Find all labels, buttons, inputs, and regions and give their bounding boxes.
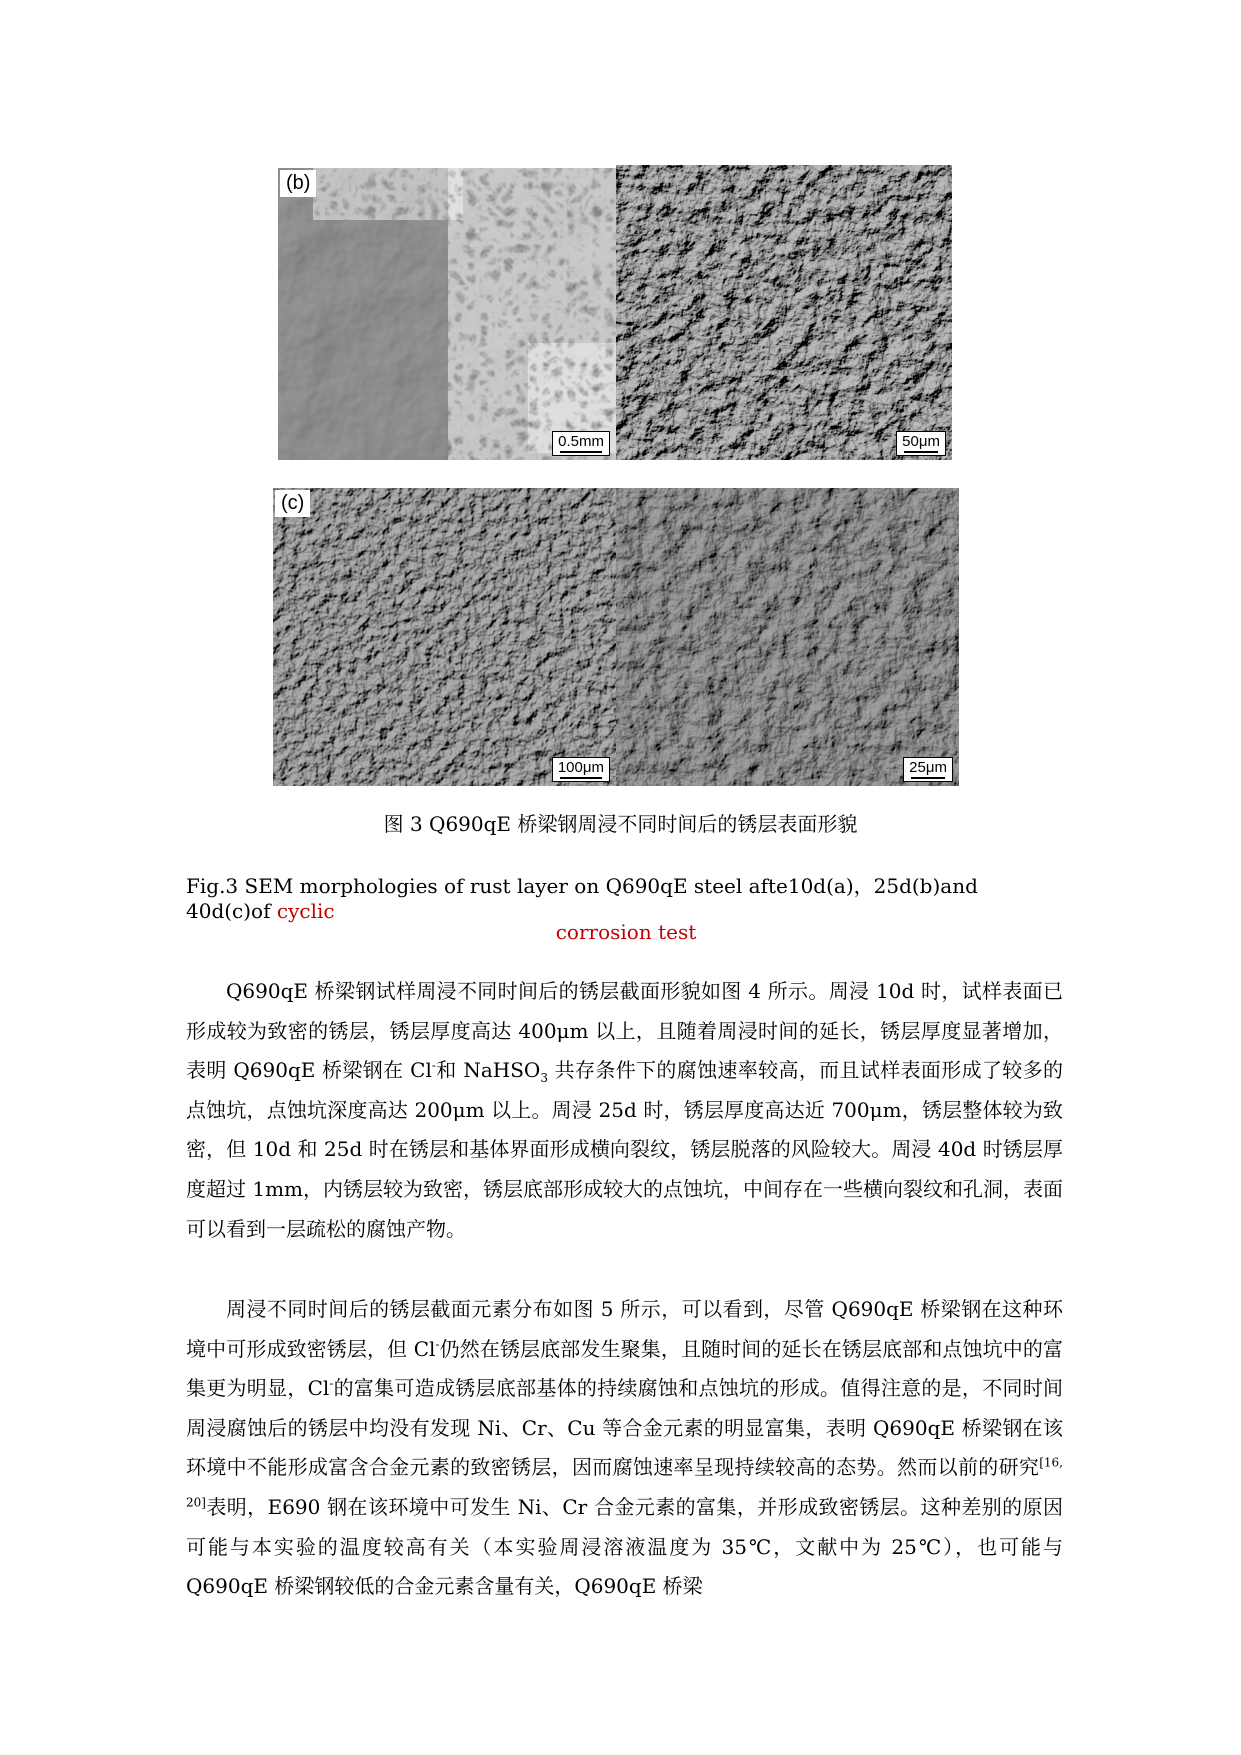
figure-caption-en bbox=[186, 870, 1066, 923]
panel-label-c: (c) bbox=[275, 490, 310, 517]
p2-text-c: 的富集可造成锈层底部基体的持续腐蚀和点蚀坑的形成。值得注意的是，不同时间周浸腐蚀后的锈层中均没有发现 Ni、Cr、Cu 等合金元素的明显富集，表明 Q690qE 桥梁钢在该环境中不能形成富含合金元素的致密锈层，因而腐蚀速率呈现持续较高的态势。然而以前的研究 bbox=[186, 1376, 1064, 1480]
sem-image-c-right bbox=[616, 488, 959, 786]
scale-bar-c-left bbox=[552, 757, 610, 782]
scale-bar-b-left bbox=[552, 431, 610, 456]
p1-text-a: Q690qE 桥梁钢试样周浸不同时间后的锈层截面形貌如图 4 所示。周浸 10d 时，试样表面已形成较为致密的锈层，锈层厚度高达 400μm 以上，且随着周浸时间的延长，锈层厚度显著增加，表明 Q690qE 桥梁钢在 Cl bbox=[186, 979, 1063, 1083]
p2-text-d: 表明，E690 钢在该环境中可发生 Ni、Cr 合金元素的富集，并形成致密锈层。这种差别的原因可能与本实验的温度较高有关（本实验周浸溶液温度为 35℃，文献中为 25℃），也可能与 Q690qE 桥梁钢较低的合金元素含量有关，Q690qE 桥梁 bbox=[186, 1494, 1063, 1599]
p2-sup-1: - bbox=[435, 1336, 440, 1351]
scale-bar-text: 100μm bbox=[557, 759, 604, 776]
scale-bar-line bbox=[560, 777, 602, 779]
p1-text-b: 和 NaHSO bbox=[435, 1058, 541, 1083]
sem-image-b-left bbox=[278, 168, 616, 460]
scale-bar-b-right bbox=[896, 431, 946, 456]
scale-bar-c-right bbox=[903, 757, 953, 782]
p2-text-b: 仍然在锈层底部发生聚集，且随时间的延长在锈层底部和点蚀坑中的富集更为明显，Cl bbox=[186, 1336, 1063, 1401]
figure-caption-en-line2: corrosion test bbox=[555, 920, 697, 944]
figure-caption-cn: 图 3 Q690qE 桥梁钢周浸不同时间后的锈层表面形貌 bbox=[383, 812, 858, 836]
caption-en-main: Fig.3 SEM morphologies of rust layer on Q690qE steel afte10d(a)，25d(b)and 40d(c)of bbox=[186, 874, 978, 923]
p1-sub-1: 3 bbox=[540, 1071, 548, 1086]
panel-label-b: (b) bbox=[280, 170, 316, 197]
p1-sup-1: - bbox=[431, 1058, 436, 1073]
sem-image-b-right bbox=[616, 165, 952, 460]
scale-bar-text: 0.5mm bbox=[558, 433, 604, 450]
scale-bar-text: 25μm bbox=[909, 759, 947, 776]
p2-sup-2: - bbox=[329, 1376, 334, 1391]
caption-en-red-1: cyclic bbox=[276, 899, 335, 923]
paragraph-2 bbox=[186, 1290, 1063, 1607]
sem-image-c-left bbox=[273, 488, 616, 786]
scale-bar-line bbox=[904, 451, 938, 453]
p2-citation: [16, 20] bbox=[186, 1455, 1063, 1510]
scale-bar-line bbox=[560, 451, 602, 453]
scale-bar-text: 50μm bbox=[902, 433, 940, 450]
p1-text-c: 共存条件下的腐蚀速率较高，而且试样表面形成了较多的点蚀坑，点蚀坑深度高达 200μm 以上。周浸 25d 时，锈层厚度高达近 700μm，锈层整体较为致密，但 10d 和 25d 时在锈层和基体界面形成横向裂纹，锈层脱落的风险较大。周浸 40d 时锈层厚度超过 1mm，内锈层较为致密，锈层底部形成较大的点蚀坑，中间存在一些横向裂纹和孔洞，表面可以看到一层疏松的腐蚀产物。 bbox=[186, 1058, 1064, 1241]
paragraph-1 bbox=[186, 972, 1063, 1249]
scale-bar-line bbox=[911, 777, 945, 779]
p2-text-a: 周浸不同时间后的锈层截面元素分布如图 5 所示，可以看到，尽管 Q690qE 桥梁钢在这种环境中可形成致密锈层，但 Cl bbox=[186, 1297, 1063, 1361]
